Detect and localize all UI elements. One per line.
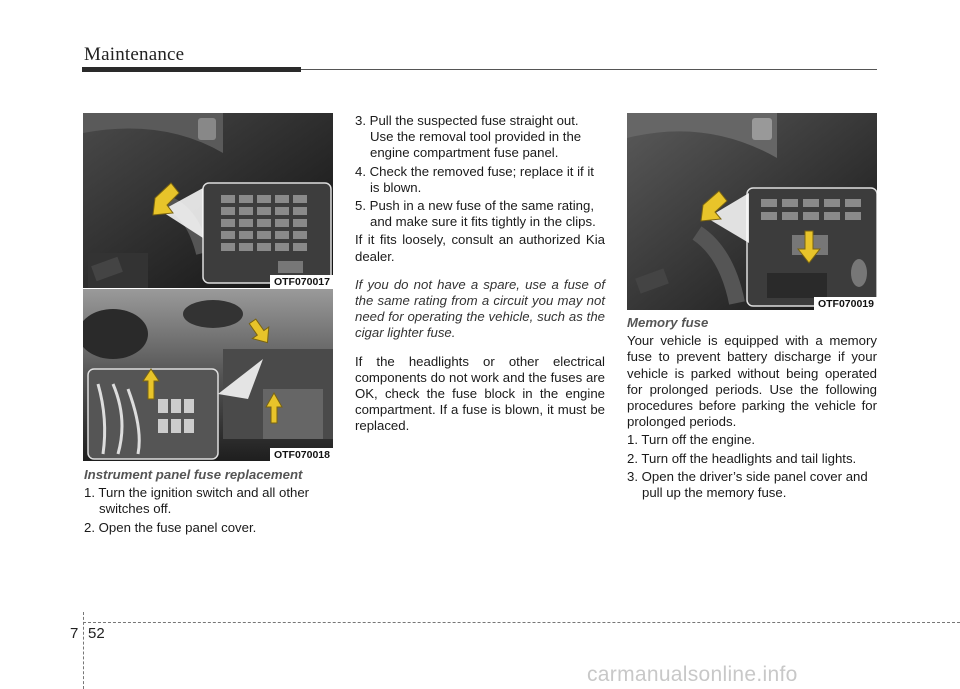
step-4: 4. Check the removed fuse; replace it if it is blown. (355, 163, 594, 195)
fuse-panel-illustration (83, 113, 333, 288)
step-3: 3. Pull the suspected fuse straight out. Use the removal tool provided in the engine compartment fuse panel. (355, 113, 582, 161)
step-5: 5. Push in a new fuse of the same rating, and make sure it fits tightly in the clips. (355, 198, 596, 230)
header-rule (301, 69, 877, 70)
memory-step-3: 3. Open the driver’s side panel cover and pull up the memory fuse. (627, 468, 868, 501)
column-3-text (627, 315, 877, 501)
figure-code: OTF070018 (270, 448, 333, 461)
photo-instrument-panel-fuse-box (83, 113, 333, 288)
footer-divider (83, 612, 84, 689)
spare-fuse-note: If you do not have a spare, use a fuse of the same rating from a circuit you may not need for operating the vehicle, such as the cigar lighter fuse. (355, 276, 605, 341)
photo-engine-compartment-fuse-box (83, 289, 333, 461)
step-1: 1. Turn the ignition switch and all other switches off. (84, 485, 310, 517)
memory-step-2: 2. Turn off the headlights and tail lights. (627, 450, 857, 466)
memory-fuse-illustration (627, 113, 877, 310)
figure-code: OTF070019 (814, 297, 877, 310)
figure-code: OTF070017 (270, 275, 333, 288)
section-title: Maintenance (84, 44, 185, 65)
step-2: 2. Open the fuse panel cover. (84, 519, 257, 535)
chapter-number: 7 (70, 625, 79, 642)
watermark: carmanualsonline.info (587, 663, 798, 686)
header-bar (82, 67, 301, 72)
memory-fuse-subhead: Memory fuse (627, 315, 709, 330)
column-2-text (355, 113, 605, 435)
column-1-text (84, 467, 334, 536)
loose-fuse-paragraph: If it fits loosely, consult an authorized Kia dealer. (355, 232, 605, 264)
photo-memory-fuse (627, 113, 877, 310)
memory-step-1: 1. Turn off the engine. (627, 432, 756, 448)
memory-fuse-paragraph: Your vehicle is equipped with a memory fuse to prevent battery discharge if your vehicle is parked without being operated for prolonged periods. Use the following procedures before parking the vehicle for prolonged periods. (627, 333, 877, 430)
page-number: 52 (88, 625, 105, 642)
headlights-paragraph: If the headlights or other electrical components do not work and the fuses are OK, check the fuse block in the engine compartment. If a fuse is blown, it must be replaced. (355, 353, 605, 434)
instrument-panel-subhead: Instrument panel fuse replacement (84, 467, 303, 482)
footer-rule (83, 622, 960, 623)
engine-compartment-illustration (83, 289, 333, 461)
